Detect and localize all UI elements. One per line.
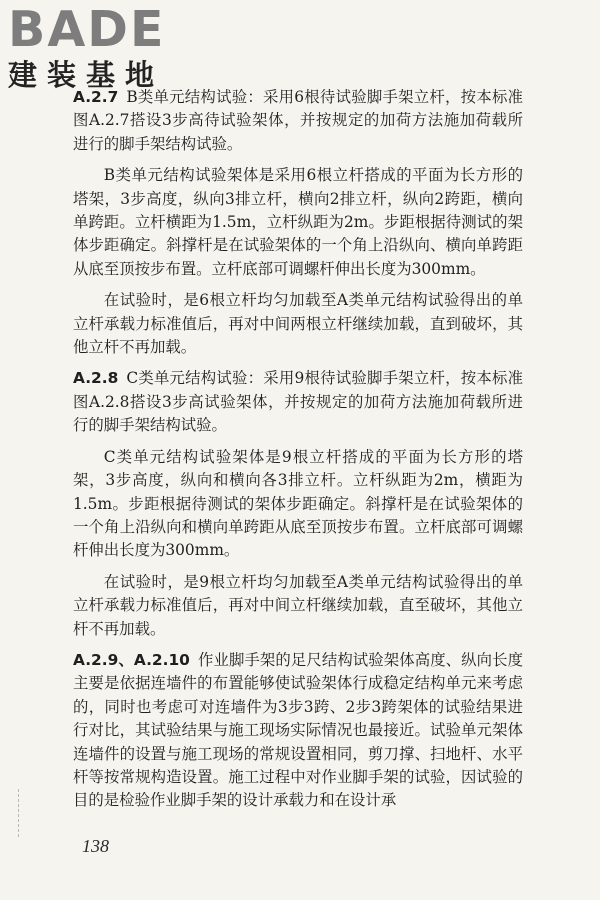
section-number: A.2.7 [73,88,119,106]
paragraph-a28 [73,367,523,437]
section-number: A.2.9、A.2.10 [73,650,190,669]
document-body [73,86,523,813]
logo-wordmark: BADE [8,1,166,58]
page-number: 138 [82,836,109,856]
paragraph-b-class-loading: 在试验时，是6根立杆均匀加载至A类单元结构试验得出的单立杆承载力标准值后，再对中间两根立杆继续加载，直到破坏，其他立杆不再加载。 [73,291,523,357]
paragraph-a27 [73,86,523,156]
scan-edge-mark [18,789,20,837]
paragraph-a29-a210 [73,649,523,813]
paragraph-text: C类单元结构试验：采用9根待试验脚手架立杆，按本标准图A.2.8搭设3步高试验架体，并按规定的加荷方法施加荷载所进行的脚手架结构试验。 [73,369,523,435]
paragraph-b-class-frame: B类单元结构试验架体是采用6根立杆搭成的平面为长方形的塔架，3步高度，纵向3排立杆，横向2排立杆，纵向2跨距，横向单跨距。立杆横距为1.5m，立杆纵距为2m。步距根据待测试的架体步距确定。斜撑杆是在试验架体的一个角上沿纵向、横向单跨距从底至顶按步布置。立杆底部可调螺杆伸出长度为300mm。 [73,166,523,278]
section-number: A.2.8 [73,369,119,388]
paragraph-text: 作业脚手架的足尺结构试验架体高度、纵向长度主要是依据连墙件的布置能够使试验架体行成稳定结构单元来考虑的，同时也考虑可对连墙件为3步3跨、2步3跨架体的试验结果进行对比，其试验结果与施工现场实际情况也最接近。试验单元架体连墙件的设置与施工现场的常规设置相同，剪刀撑、扫地杆、水平杆等按常规构造设置。施工过程中对作业脚手架的试验，因试验的目的是检验作业脚手架的设计承载力和在设计承 [73,650,523,810]
logo-subtitle: 建装基地 [8,58,165,92]
paragraph-c-class-loading: 在试验时，是9根立杆均匀加载至A类单元结构试验得出的单立杆承载力标准值后，再对中间立杆继续加载，直至破坏，其他立杆不再加载。 [73,572,523,638]
paragraph-c-class-frame: C类单元结构试验架体是9根立杆搭成的平面为长方形的塔架，3步高度，纵向和横向各3排立杆。立杆纵距为2m，横距为1.5m。步距根据待测试的架体步距确定。斜撑杆是在试验架体的一个角上沿纵向和横向单跨距从底至顶按步布置。立杆底部可调螺杆伸出长度为300mm。 [73,447,523,560]
brand-logo [8,1,178,96]
paragraph-text: B类单元结构试验：采用6根待试验脚手架立杆，按本标准图A.2.7搭设3步高待试验架体，并按规定的加荷方法施加荷载所进行的脚手架结构试验。 [73,88,523,153]
